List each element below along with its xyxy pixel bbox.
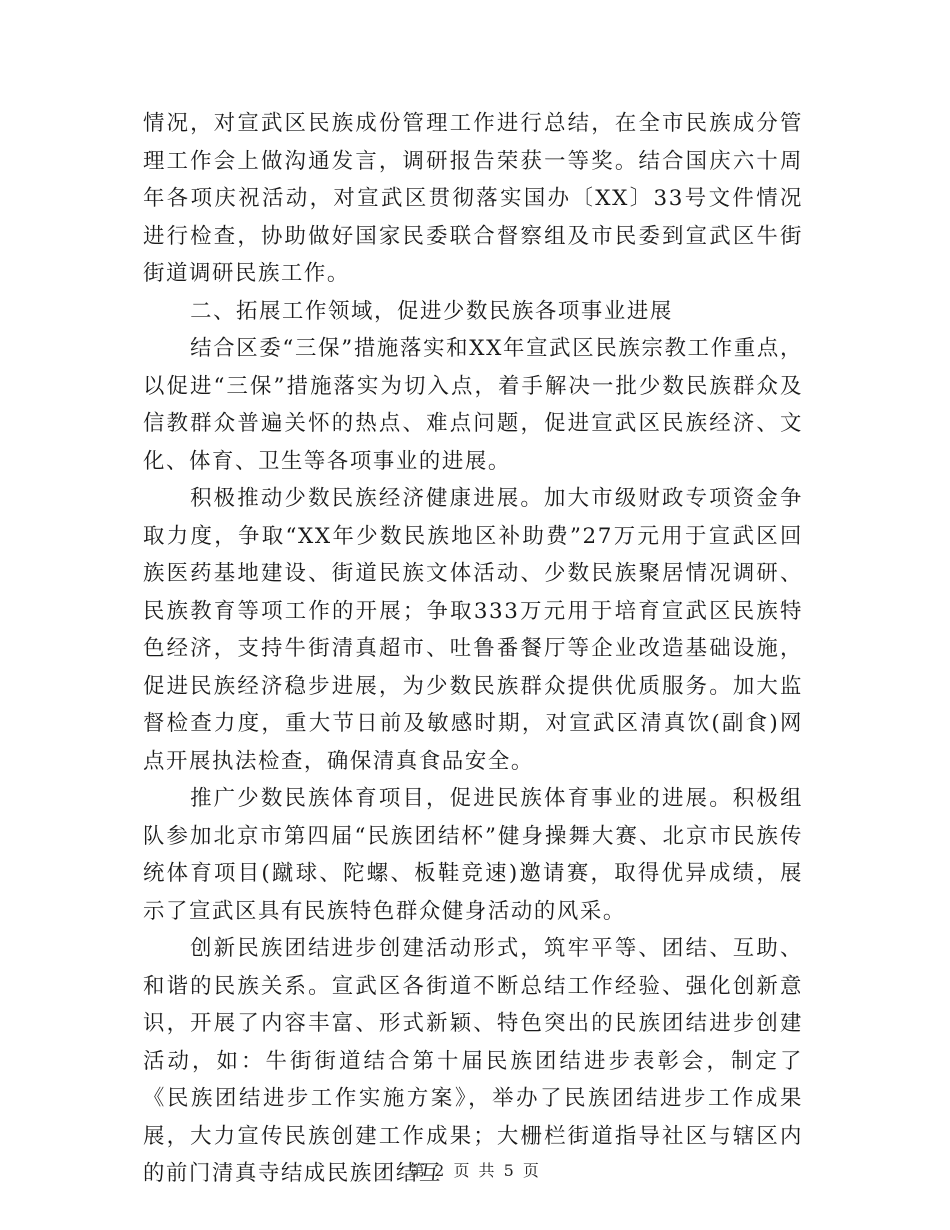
paragraph-three-guarantees: 结合区委“三保”措施落实和XX年宣武区民族宗教工作重点，以促进“三保”措施落实为切入点，着手解决一批少数民族群众及信教群众普遍关怀的热点、难点问题，促进宣武区民族经济、文化、体育、卫生等各项事业的进展。 — [143, 336, 803, 474]
paragraph-economy: 积极推动少数民族经济健康进展。加大市级财政专项资金争取力度，争取“XX年少数民族地区补助费”27万元用于宣武区回族医药基地建设、街道民族文体活动、少数民族聚居情况调研、民族教育等项工作的开展；争取333万元用于培育宣武区民族特色经济，支持牛街清真超市、吐鲁番餐厅等企业改造基础设施，促进民族经济稳步进展，为少数民族群众提供优质服务。加大监督检查力度，重大节日前及敏感时期，对宣武区清真饮(副食)网点开展执法检查，确保清真食品安全。 — [143, 486, 803, 774]
paragraph-unity: 创新民族团结进步创建活动形式，筑牢平等、团结、互助、和谐的民族关系。宣武区各街道不断总结工作经验、强化创新意识，开展了内容丰富、形式新颖、特色突出的民族团结进步创建活动，如：牛街街道结合第十届民族团结进步表彰会，制定了《民族团结进步工作实施方案》，举办了民族团结进步工作成果展，大力宣传民族创建工作成果；大栅栏街道指导社区与辖区内的前门清真寺结成民族团结互 — [143, 936, 803, 1186]
paragraph-sports: 推广少数民族体育项目，促进民族体育事业的进展。积极组队参加北京市第四届“民族团结杯”健身操舞大赛、北京市民族传统体育项目(蹴球、陀螺、板鞋竞速)邀请赛，取得优异成绩，展示了宣武区具有民族特色群众健身活动的风采。 — [143, 786, 803, 924]
page-number-footer: 第 2 页 共 5 页 — [409, 1161, 541, 1180]
section-heading: 二、拓展工作领域，促进少数民族各项事业进展 — [190, 298, 673, 324]
paragraph-continued: 情况，对宣武区民族成份管理工作进行总结，在全市民族成分管理工作会上做沟通发言，调研报告荣获一等奖。结合国庆六十周年各项庆祝活动，对宣武区贯彻落实国办〔XX〕33号文件情况进行检查，协助做好国家民委联合督察组及市民委到宣武区牛街街道调研民族工作。 — [143, 111, 803, 286]
document-body — [143, 105, 803, 1193]
